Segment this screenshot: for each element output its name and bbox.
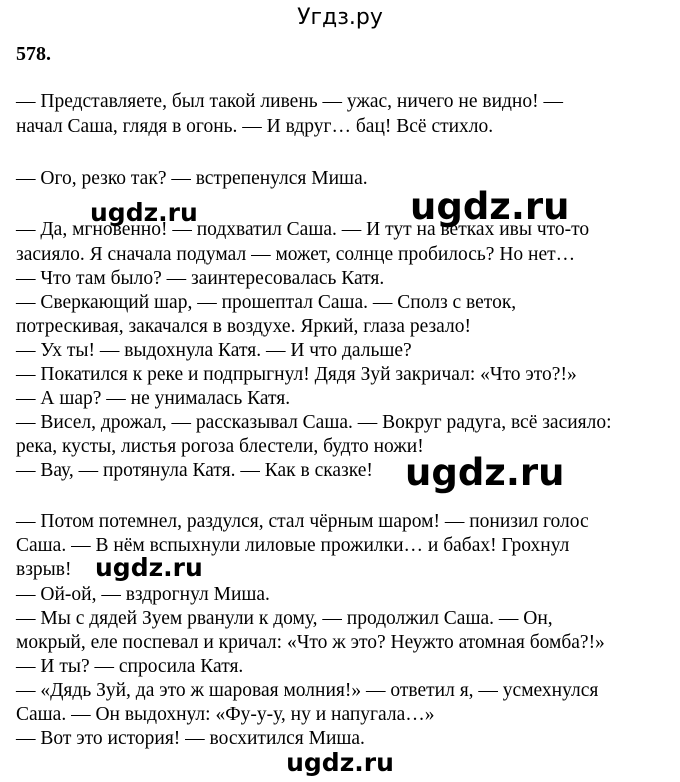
text-line: — Да, мгновенно! — подхватил Саша. — И тут на ветках ивы что-то xyxy=(16,219,590,240)
text-line: Саша. — В нём вспыхнули лиловые прожилки… и бабах! Грохнул xyxy=(16,535,570,556)
text-line: — Ого, резко так? — встрепенулся Миша. xyxy=(16,168,368,189)
site-header-title: Угдз.ру xyxy=(297,5,383,30)
text-line: — Мы с дядей Зуем рванули к дому, — продолжил Саша. — Он, xyxy=(16,608,553,629)
watermark-logo: ugdz.ru xyxy=(410,185,570,228)
text-line: начал Саша, глядя в огонь. — И вдруг… бац! Всё стихло. xyxy=(16,116,494,137)
watermark-logo: ugdz.ru xyxy=(405,451,565,494)
text-line: — Ух ты! — выдохнула Катя. — И что дальше? xyxy=(16,340,412,361)
text-line: мокрый, еле поспевал и кричал: «Что ж это? Неужто атомная бомба?!» xyxy=(16,632,605,653)
text-line: — «Дядь Зуй, да это ж шаровая молния!» — ответил я, — усмехнулся xyxy=(16,680,599,701)
text-line: Саша. — Он выдохнул: «Фу-у-у, ну и напугала…» xyxy=(16,704,435,725)
site-footer-name: ugdz.ru xyxy=(286,748,394,777)
text-line: — Что там было? — заинтересовалась Катя. xyxy=(16,268,385,289)
text-line: засияло. Я сначала подумал — может, солнце пробилось? Но нет… xyxy=(16,244,576,265)
text-line: — Представляете, был такой ливень — ужас, ничего не видно! — xyxy=(16,91,563,112)
text-line: — Потом потемнел, раздулся, стал чёрным шаром! — понизил голос xyxy=(16,511,589,532)
text-line: — Вау, — протянула Катя. — Как в сказке! xyxy=(16,460,373,481)
text-line: — Покатился к реке и подпрыгнул! Дядя Зуй закричал: «Что это?!» xyxy=(16,364,577,385)
watermark-logo: ugdz.ru xyxy=(90,198,198,227)
text-line: река, кусты, листья рогоза блестели, будто ножи! xyxy=(16,436,424,457)
text-line: — А шар? — не унималась Катя. xyxy=(16,388,291,409)
text-line: — И ты? — спросила Катя. xyxy=(16,656,244,677)
text-line: — Висел, дрожал, — рассказывал Саша. — Вокруг радуга, всё засияло: xyxy=(16,412,612,433)
text-line: — Вот это история! — восхитился Миша. xyxy=(16,728,365,749)
task-number: 578. xyxy=(16,43,51,65)
text-line: потрескивая, закачался в воздухе. Яркий, глаза резало! xyxy=(16,316,471,337)
watermark-logo: ugdz.ru xyxy=(95,553,203,582)
text-line: взрыв! xyxy=(16,559,72,580)
text-line: — Сверкающий шар, — прошептал Саша. — Сполз с веток, xyxy=(16,292,517,313)
text-line: — Ой-ой, — вздрогнул Миша. xyxy=(16,584,270,605)
